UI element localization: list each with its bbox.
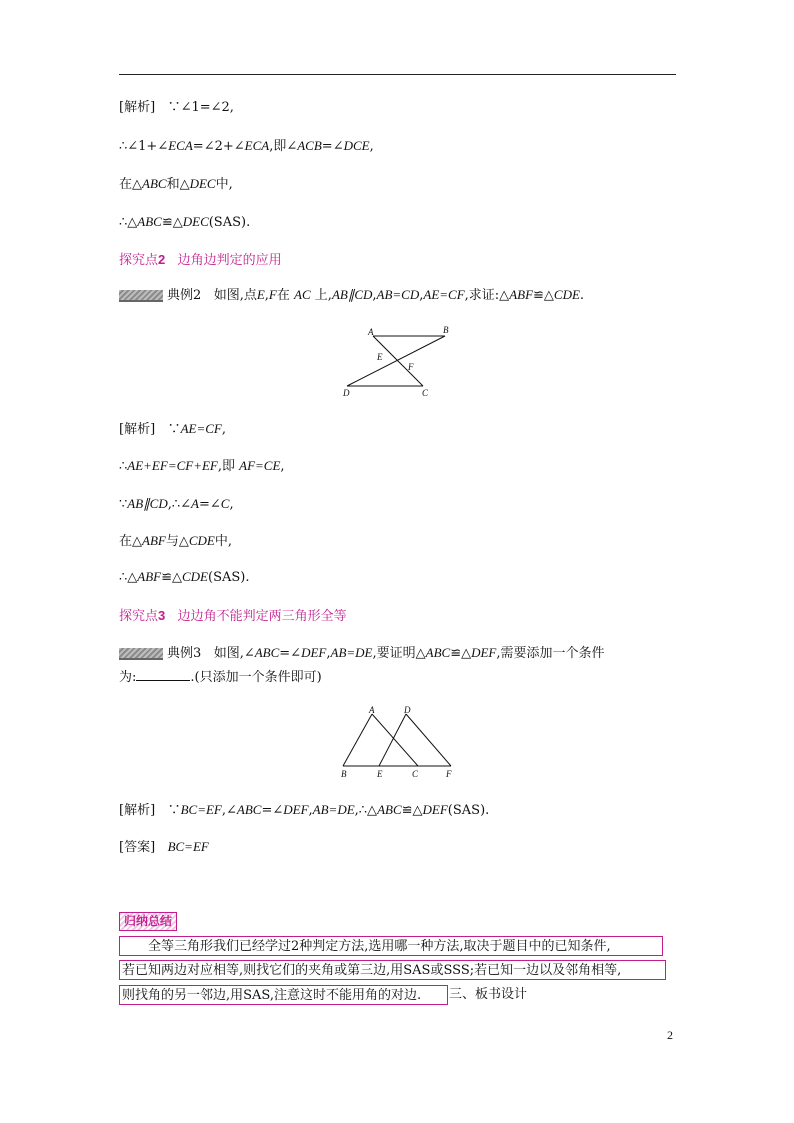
analysis-line-2: ∴∠1+∠ECA=∠2+∠ECA,即∠ACB=∠DCE, bbox=[119, 138, 374, 154]
example-2-text: 典例2 如图,点E,F在 AC 上,AB∥CD,AB=CD,AE=CF,求证:△ABF≌△CDE. bbox=[119, 286, 584, 305]
analysis-label: [解析] bbox=[119, 422, 156, 437]
example-3-text-line-1: 典例3 如图,∠ABC=∠DEF,AB=DE,要证明△ABC≌△DEF,需要添加一个条件 bbox=[119, 644, 605, 663]
analysis2-line-1: [解析] ∵AE=CF, bbox=[119, 421, 226, 437]
figure-example-3 bbox=[335, 704, 460, 784]
analysis-label: [解析] bbox=[119, 100, 156, 115]
summary-line-2: 若已知两边对应相等,则找它们的夹角或第三边,用SAS或SSS;若已知一边以及邻角相等, bbox=[119, 960, 666, 980]
example-label: 典例3 bbox=[167, 646, 202, 661]
analysis2-line-3: ∵AB∥CD,∴∠A=∠C, bbox=[119, 496, 234, 512]
summary-line-1: 全等三角形我们已经学过2种判定方法,选用哪一种方法,取决于题目中的已知条件, bbox=[119, 936, 663, 956]
fig3-label-a: A bbox=[369, 705, 375, 715]
answer-value: BC=EF bbox=[167, 839, 209, 854]
fig3-label-d: D bbox=[404, 705, 411, 715]
fig2-label-f: F bbox=[408, 362, 414, 372]
fig2-label-c: C bbox=[422, 388, 429, 398]
fig2-label-a: A bbox=[368, 327, 374, 337]
fig2-label-e: E bbox=[377, 352, 383, 362]
section-heading-3: 探究点3 边边角不能判定两三角形全等 bbox=[119, 608, 347, 624]
answer-label: [答案] bbox=[119, 840, 156, 855]
answer-line bbox=[119, 838, 209, 857]
analysis2-line-2: ∴AE+EF=CF+EF,即 AF=CE, bbox=[119, 458, 285, 474]
fig3-label-e: E bbox=[377, 769, 383, 779]
section-heading-board: 三、板书设计 bbox=[449, 987, 528, 1002]
example-tab-icon bbox=[119, 648, 163, 660]
summary-line-3: 则找角的另一邻边,用SAS,注意这时不能用角的对边. bbox=[119, 985, 448, 1005]
figure-example-2 bbox=[335, 322, 460, 402]
fig2-label-b: B bbox=[443, 325, 449, 335]
fig2-label-d: D bbox=[343, 388, 350, 398]
analysis-line-4: ∴△ABC≌△DEC(SAS). bbox=[119, 214, 251, 230]
fig3-label-f: F bbox=[446, 769, 452, 779]
example-label: 典例2 bbox=[167, 288, 202, 303]
page-number: 2 bbox=[667, 1028, 673, 1042]
answer-blank bbox=[136, 668, 190, 681]
summary-label: 归纳总结 bbox=[119, 912, 177, 931]
analysis-label: [解析] bbox=[119, 803, 156, 818]
fig3-label-c: C bbox=[412, 769, 419, 779]
example-3-text-line-2: 为: .(只添加一个条件即可) bbox=[119, 670, 322, 685]
analysis2-line-5: ∴△ABF≌△CDE(SAS). bbox=[119, 569, 250, 585]
analysis2-line-4: 在△ABF与△CDE中, bbox=[119, 533, 232, 549]
header-rule bbox=[119, 74, 676, 75]
analysis-line-3: 在△ABC和△DEC中, bbox=[119, 176, 233, 192]
analysis-line-1: [解析] ∵∠1=∠2, bbox=[119, 100, 234, 115]
analysis3-line-1: [解析] ∵BC=EF,∠ABC=∠DEF,AB=DE,∴△ABC≌△DEF(SAS). bbox=[119, 802, 490, 818]
example-tab-icon bbox=[119, 290, 163, 302]
section-heading-2: 探究点2 边角边判定的应用 bbox=[119, 252, 282, 268]
fig3-label-b: B bbox=[341, 769, 347, 779]
